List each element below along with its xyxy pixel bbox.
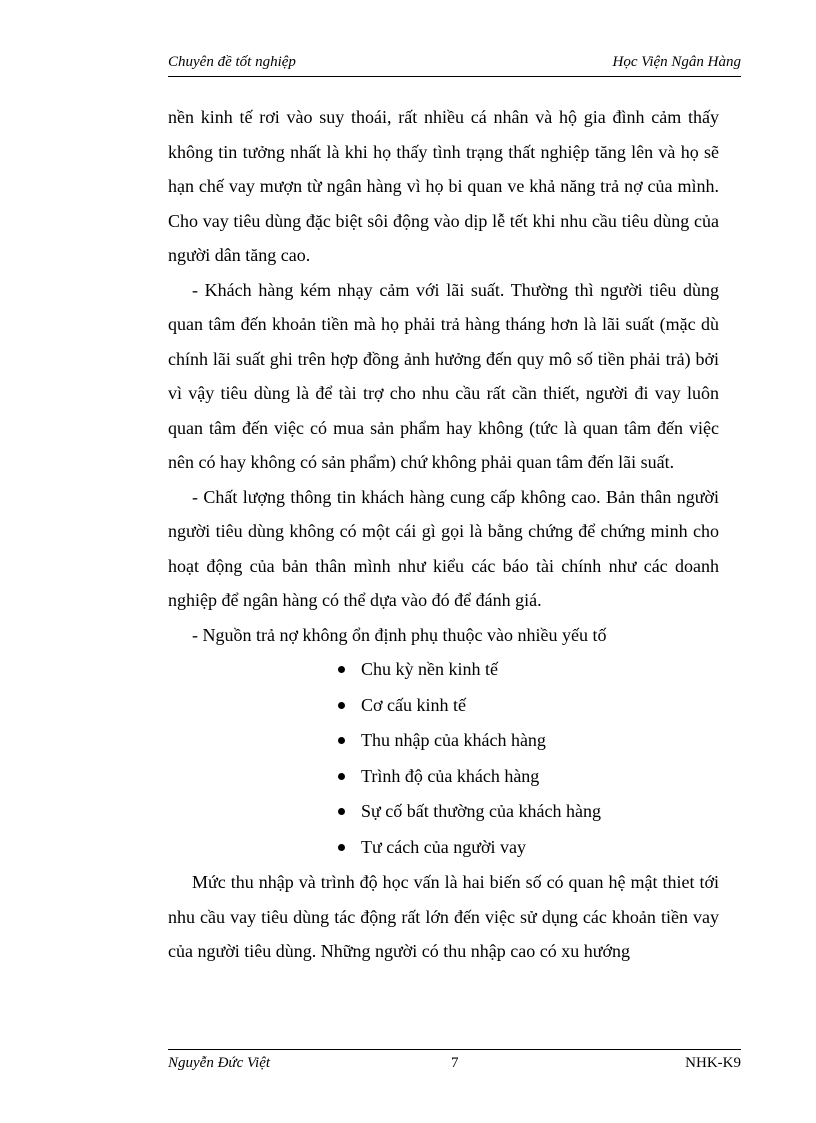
page-footer (168, 1049, 741, 1074)
list-item: Sự cố bất thường của khách hàng (168, 794, 719, 830)
list-item: Tư cách của người vay (168, 830, 719, 866)
bullet-icon (338, 808, 345, 815)
bullet-icon (338, 773, 345, 780)
paragraph-1: nền kinh tế rơi vào suy thoái, rất nhiều cá nhân và hộ gia đình cảm thấy không tin tưởng nhất là khi họ thấy tình trạng thất nghiệp tăng lên và họ sẽ hạn chế vay mượn từ ngân hàng vì họ bi quan ve khả năng trả nợ của mình. Cho vay tiêu dùng đặc biệt sôi động vào dịp lễ tết khi nhu cầu tiêu dùng của người dân tăng cao. (168, 107, 719, 265)
factor-list (168, 652, 719, 865)
footer-code: NHK-K9 (685, 1055, 741, 1071)
paragraph-4: - Nguồn trả nợ không ổn định phụ thuộc vào nhiều yếu tố (192, 624, 607, 645)
list-item: Cơ cấu kinh tế (168, 688, 719, 724)
bullet-icon (338, 844, 345, 851)
header-title: Chuyên đề tốt nghiệp (168, 54, 296, 70)
bullet-icon (338, 702, 345, 709)
paragraph-2: - Khách hàng kém nhạy cảm với lãi suất. Thường thì người tiêu dùng quan tâm đến khoản tiền mà họ phải trả hàng tháng hơn là lãi suất (mặc dù chính lãi suất ghi trên hợp đồng ảnh hưởng đến quy mô số tiền phải trả) bởi vì vậy tiêu dùng là để tài trợ cho nhu cầu rất cần thiết, người đi vay luôn quan tâm đến việc có mua sản phẩm hay không (tức là quan tâm đến việc nên có hay không có sản phẩm) chứ không phải quan tâm đến lãi suất. (168, 279, 719, 472)
document-body (168, 100, 719, 969)
page-header (168, 54, 741, 77)
list-item: Trình độ của khách hàng (168, 759, 719, 795)
paragraph-5: Mức thu nhập và trình độ học vấn là hai biến số có quan hệ mật thiet tới nhu cầu vay tiêu dùng tác động rất lớn đến việc sử dụng các khoản tiền vay của người tiêu dùng. Những người có thu nhập cao có xu hướng (168, 872, 719, 961)
bullet-icon (338, 666, 345, 673)
header-institution: Học Viện Ngân Hàng (612, 54, 741, 70)
list-item: Thu nhập của khách hàng (168, 723, 719, 759)
footer-author: Nguyễn Đức Việt (168, 1055, 271, 1071)
list-item: Chu kỳ nền kinh tế (168, 652, 719, 688)
page-number: 7 (451, 1055, 459, 1071)
paragraph-3: - Chất lượng thông tin khách hàng cung cấp không cao. Bản thân người người tiêu dùng không có một cái gì gọi là bằng chứng để chứng minh cho hoạt động của bản thân mình như kiểu các báo tài chính như các doanh nghiệp để ngân hàng có thể dựa vào đó để đánh giá. (168, 486, 719, 610)
bullet-icon (338, 737, 345, 744)
